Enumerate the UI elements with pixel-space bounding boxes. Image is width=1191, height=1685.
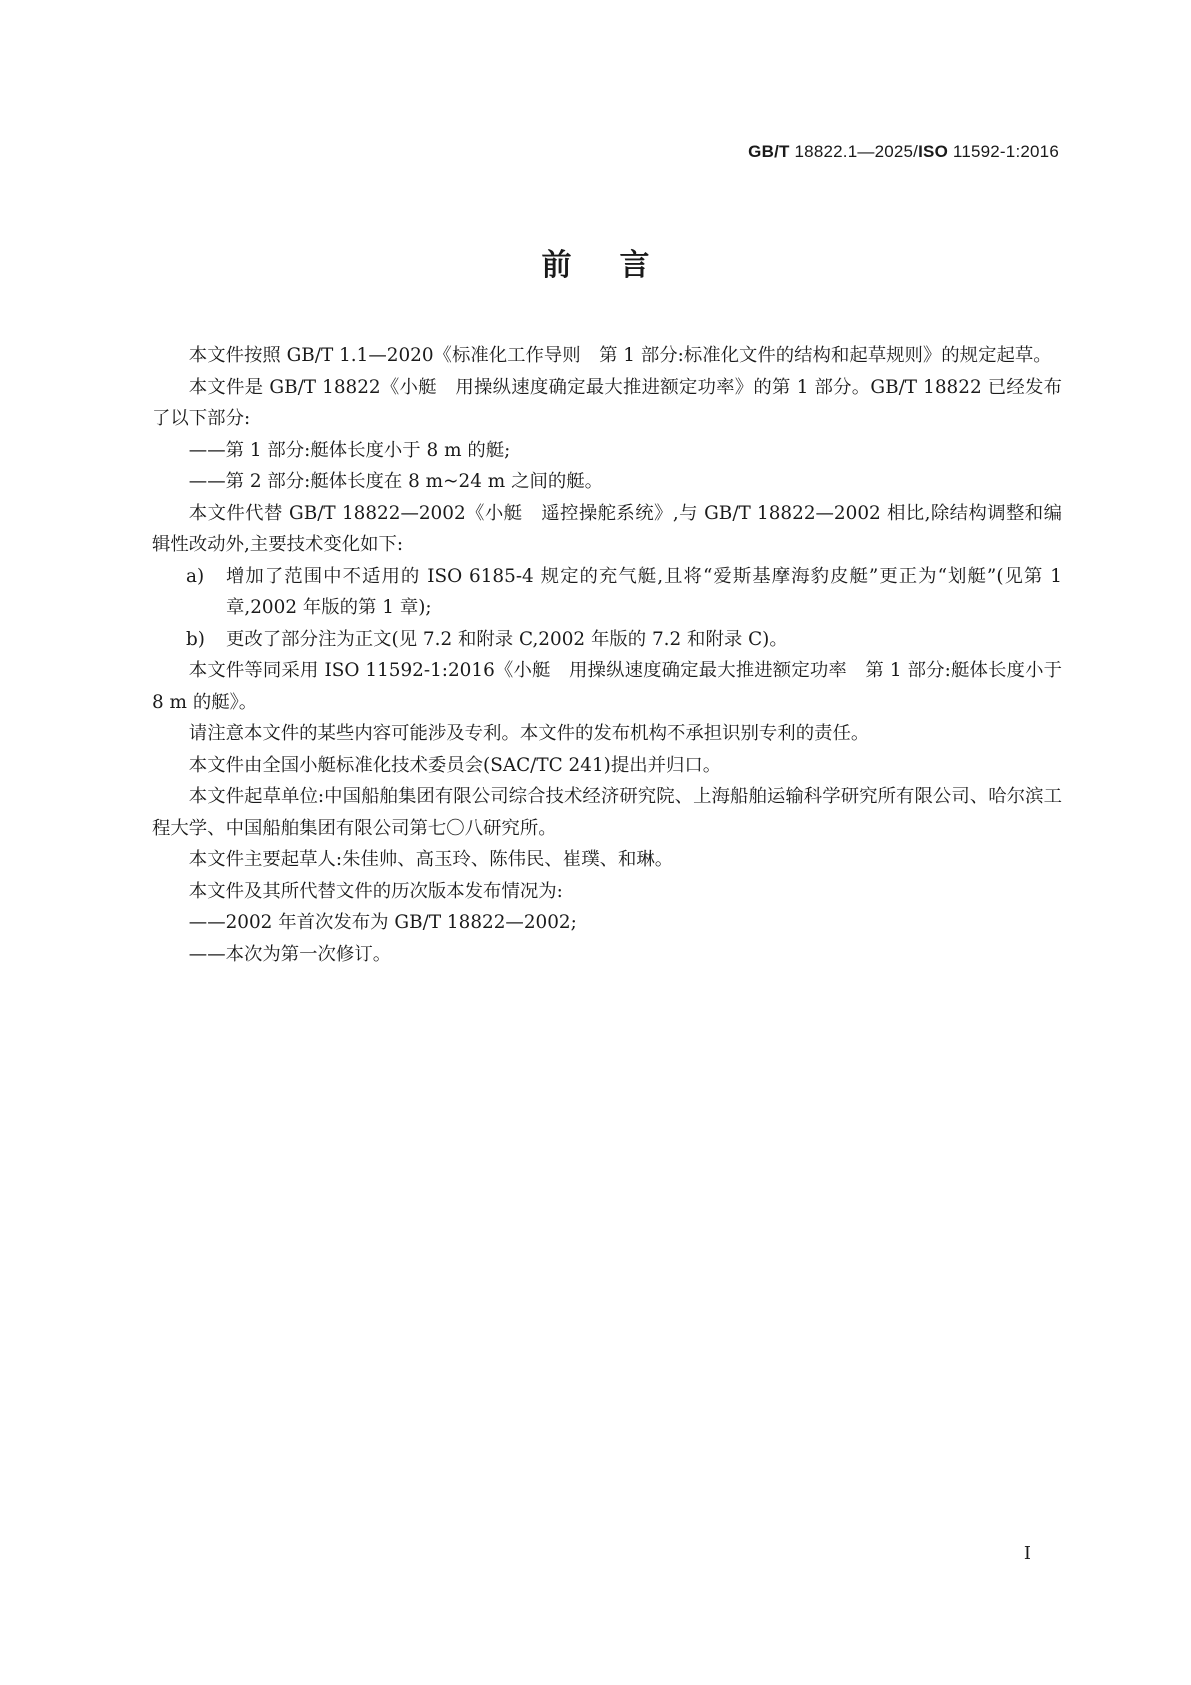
- change-text-b: 更改了部分注为正文(见 7.2 和附录 C,2002 年版的 7.2 和附录 C)。: [226, 628, 788, 650]
- paragraph-drafting-units: 本文件起草单位:中国船舶集团有限公司综合技术经济研究院、上海船舶运输科学研究所有限公司、哈尔滨工程大学、中国船舶集团有限公司第七〇八研究所。: [152, 786, 1062, 839]
- list-item-part2: ——第 2 部分:艇体长度在 8 m~24 m 之间的艇。: [188, 471, 604, 492]
- paragraph-drafting-rules: 本文件按照 GB/T 1.1—2020《标准化工作导则 第 1 部分:标准化文件的结构和起草规则》的规定起草。: [188, 345, 1052, 366]
- paragraph-committee: 本文件由全国小艇标准化技术委员会(SAC/TC 241)提出并归口。: [188, 754, 722, 776]
- page-number: I: [1023, 1543, 1031, 1564]
- change-item-a: [152, 561, 1062, 624]
- paragraph-version-history: 本文件及其所代替文件的历次版本发布情况为:: [188, 880, 563, 902]
- paragraph-drafters: 本文件主要起草人:朱佳帅、高玉玲、陈伟民、崔璞、和琳。: [188, 849, 674, 870]
- list-item-part1: ——第 1 部分:艇体长度小于 8 m 的艇;: [188, 439, 511, 461]
- list-item-history-revision: ——本次为第一次修订。: [188, 943, 392, 965]
- change-item-b: [152, 624, 1062, 656]
- foreword-body: [152, 340, 1062, 970]
- standard-number-main: 18822.1—2025/: [789, 142, 919, 161]
- paragraph-patent-notice: 请注意本文件的某些内容可能涉及专利。本文件的发布机构不承担识别专利的责任。: [188, 723, 870, 744]
- standard-iso-number: 11592-1:2016: [948, 142, 1059, 161]
- standard-prefix: GB/T: [748, 142, 790, 161]
- paragraph-replaces: 本文件代替 GB/T 18822—2002《小艇 遥控操舵系统》,与 GB/T 18822—2002 相比,除结构调整和编辑性改动外,主要技术变化如下:: [152, 502, 1062, 555]
- standard-iso-prefix: ISO: [918, 142, 948, 161]
- change-marker-b: b): [186, 628, 205, 650]
- list-item-history-2002: ——2002 年首次发布为 GB/T 18822—2002;: [188, 912, 577, 933]
- change-marker-a: a): [186, 565, 205, 587]
- page-title: 前言: [541, 248, 698, 283]
- standard-number: [748, 142, 1059, 162]
- paragraph-iso-adoption: 本文件等同采用 ISO 11592-1:2016《小艇 用操纵速度确定最大推进额定功率 第 1 部分:艇体长度小于 8 m 的艇》。: [152, 660, 1062, 713]
- paragraph-part-series: 本文件是 GB/T 18822《小艇 用操纵速度确定最大推进额定功率》的第 1 部分。GB/T 18822 已经发布了以下部分:: [152, 376, 1062, 429]
- change-text-a: 增加了范围中不适用的 ISO 6185-4 规定的充气艇,且将“爱斯基摩海豹皮艇”更正为“划艇”(见第 1 章,2002 年版的第 1 章);: [226, 565, 1062, 618]
